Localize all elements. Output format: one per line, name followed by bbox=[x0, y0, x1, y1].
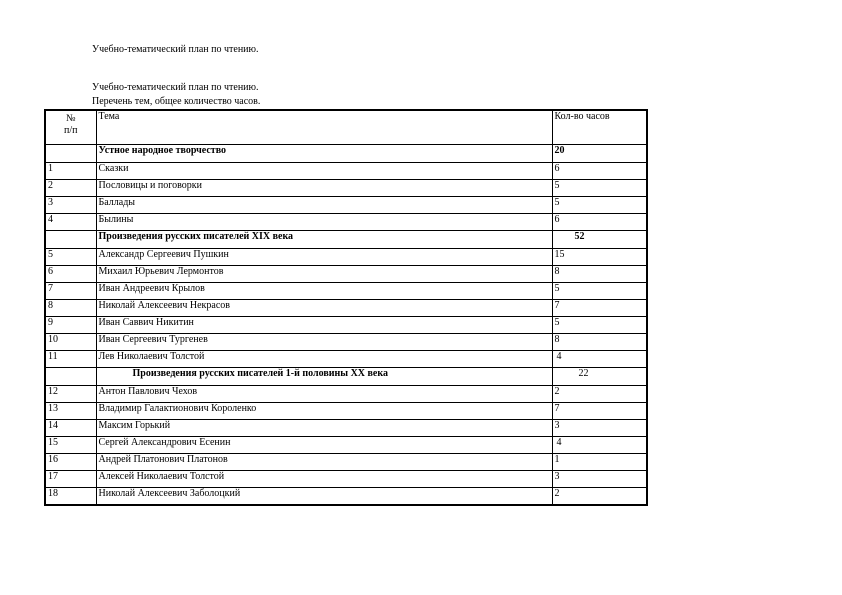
table-row bbox=[45, 403, 647, 420]
table-row bbox=[45, 283, 647, 300]
table-row bbox=[45, 386, 647, 403]
section-title: Устное народное творчество bbox=[96, 145, 552, 163]
table-row bbox=[45, 266, 647, 283]
table-row bbox=[45, 351, 647, 368]
table-row bbox=[45, 214, 647, 231]
cell-topic: Баллады bbox=[96, 197, 552, 214]
cell-number bbox=[45, 368, 96, 386]
table-row bbox=[45, 488, 647, 506]
column-header-number-line1: № bbox=[65, 113, 76, 124]
table-row bbox=[45, 454, 647, 471]
table-row bbox=[45, 471, 647, 488]
study-plan-table bbox=[44, 109, 648, 506]
cell-number bbox=[45, 231, 96, 249]
cell-topic: Лев Николаевич Толстой bbox=[96, 351, 552, 368]
cell-number: 5 bbox=[45, 249, 96, 266]
column-header-number bbox=[45, 110, 96, 145]
cell-hours: 6 bbox=[552, 163, 647, 180]
table-row bbox=[45, 163, 647, 180]
section-title: Произведения русских писателей 1-й половины XX века bbox=[96, 368, 552, 386]
cell-hours: 8 bbox=[552, 266, 647, 283]
cell-topic: Андрей Платонович Платонов bbox=[96, 454, 552, 471]
table-row bbox=[45, 300, 647, 317]
cell-topic: Николай Алексеевич Некрасов bbox=[96, 300, 552, 317]
cell-topic: Михаил Юрьевич Лермонтов bbox=[96, 266, 552, 283]
cell-hours: 2 bbox=[552, 488, 647, 506]
cell-hours: 5 bbox=[552, 283, 647, 300]
cell-topic: Пословицы и поговорки bbox=[96, 180, 552, 197]
table-header-row bbox=[45, 110, 647, 145]
table-row bbox=[45, 197, 647, 214]
cell-hours: 8 bbox=[552, 334, 647, 351]
section-hours: 20 bbox=[552, 145, 647, 163]
cell-number: 18 bbox=[45, 488, 96, 506]
section-title: Произведения русских писателей XIX века bbox=[96, 231, 552, 249]
cell-hours: 7 bbox=[552, 300, 647, 317]
table-title: Учебно-тематический план по чтению. bbox=[92, 82, 259, 93]
cell-number: 14 bbox=[45, 420, 96, 437]
table-row bbox=[45, 180, 647, 197]
cell-hours: 3 bbox=[552, 471, 647, 488]
cell-number: 9 bbox=[45, 317, 96, 334]
cell-number: 12 bbox=[45, 386, 96, 403]
cell-topic: Сказки bbox=[96, 163, 552, 180]
cell-number: 16 bbox=[45, 454, 96, 471]
cell-topic: Иван Андреевич Крылов bbox=[96, 283, 552, 300]
cell-hours: 4 bbox=[552, 437, 647, 454]
cell-topic: Алексей Николаевич Толстой bbox=[96, 471, 552, 488]
cell-number: 15 bbox=[45, 437, 96, 454]
cell-number: 7 bbox=[45, 283, 96, 300]
table-row bbox=[45, 249, 647, 266]
table-row bbox=[45, 437, 647, 454]
cell-number: 11 bbox=[45, 351, 96, 368]
cell-topic: Максим Горький bbox=[96, 420, 552, 437]
table-row bbox=[45, 317, 647, 334]
cell-hours: 1 bbox=[552, 454, 647, 471]
cell-hours: 6 bbox=[552, 214, 647, 231]
cell-topic: Александр Сергеевич Пушкин bbox=[96, 249, 552, 266]
cell-hours: 7 bbox=[552, 403, 647, 420]
cell-number: 10 bbox=[45, 334, 96, 351]
cell-number: 4 bbox=[45, 214, 96, 231]
cell-topic: Былины bbox=[96, 214, 552, 231]
cell-hours: 2 bbox=[552, 386, 647, 403]
section-row bbox=[45, 145, 647, 163]
cell-topic: Владимир Галактионович Короленко bbox=[96, 403, 552, 420]
column-header-number-line2: п/п bbox=[64, 125, 78, 136]
table-row bbox=[45, 334, 647, 351]
cell-number: 13 bbox=[45, 403, 96, 420]
cell-number bbox=[45, 145, 96, 163]
document-title: Учебно-тематический план по чтению. bbox=[92, 44, 259, 55]
cell-number: 3 bbox=[45, 197, 96, 214]
cell-topic: Иван Саввич Никитин bbox=[96, 317, 552, 334]
cell-topic: Николай Алексеевич Заболоцкий bbox=[96, 488, 552, 506]
section-hours: 52 bbox=[552, 231, 647, 249]
cell-hours: 5 bbox=[552, 317, 647, 334]
cell-hours: 4 bbox=[552, 351, 647, 368]
cell-number: 17 bbox=[45, 471, 96, 488]
section-hours: 22 bbox=[552, 368, 647, 386]
cell-hours: 5 bbox=[552, 180, 647, 197]
cell-hours: 3 bbox=[552, 420, 647, 437]
cell-topic: Иван Сергеевич Тургенев bbox=[96, 334, 552, 351]
cell-number: 6 bbox=[45, 266, 96, 283]
cell-topic: Сергей Александрович Есенин bbox=[96, 437, 552, 454]
cell-hours: 15 bbox=[552, 249, 647, 266]
cell-number: 2 bbox=[45, 180, 96, 197]
table-row bbox=[45, 420, 647, 437]
cell-number: 8 bbox=[45, 300, 96, 317]
column-header-hours: Кол-во часов bbox=[552, 110, 647, 145]
cell-number: 1 bbox=[45, 163, 96, 180]
section-row bbox=[45, 368, 647, 386]
table-subtitle: Перечень тем, общее количество часов. bbox=[92, 96, 261, 107]
section-row bbox=[45, 231, 647, 249]
cell-topic: Антон Павлович Чехов bbox=[96, 386, 552, 403]
column-header-topic: Тема bbox=[96, 110, 552, 145]
cell-hours: 5 bbox=[552, 197, 647, 214]
